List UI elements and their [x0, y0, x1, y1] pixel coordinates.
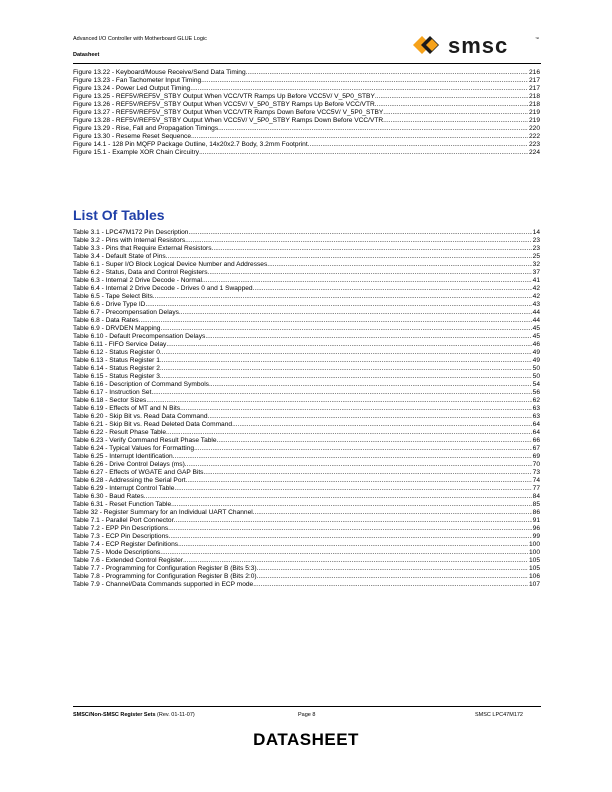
- table-entry[interactable]: [73, 301, 540, 309]
- table-entry[interactable]: [73, 293, 540, 301]
- entry-label: Figure 13.28 - REF5V/REF5V_STBY Output When VCC5V/ V_5P0_STBY Ramps Down Before VCC/VTR: [73, 117, 384, 124]
- entry-page: 218: [528, 93, 540, 100]
- entry-page: 45: [532, 333, 540, 340]
- entry-leader: [199, 149, 528, 157]
- entry-label: Table 6.31 - Reset Function Table: [73, 501, 172, 508]
- entry-leader: [169, 533, 532, 541]
- entry-page: 107: [528, 581, 540, 588]
- entry-label: Figure 15.1 - Example XOR Chain Circuitry: [73, 149, 200, 156]
- table-entry[interactable]: [73, 517, 540, 525]
- entry-leader: [267, 261, 531, 269]
- entry-page: 23: [532, 245, 540, 252]
- entry-leader: [232, 421, 532, 429]
- entry-leader: [174, 517, 532, 525]
- entry-page: 77: [532, 485, 540, 492]
- entry-leader: [183, 557, 528, 565]
- entry-leader: [201, 77, 528, 85]
- entry-page: 23: [532, 237, 540, 244]
- table-entry[interactable]: [73, 533, 540, 541]
- entry-leader: [208, 269, 532, 277]
- entry-label: Table 7.8 - Programming for Configuration Register B (Bits 2:0): [73, 573, 257, 580]
- entry-label: Table 7.4 - ECP Register Definitions: [73, 541, 179, 548]
- footer-rule: [73, 706, 541, 707]
- entry-page: 217: [528, 77, 540, 84]
- entry-label: Figure 13.24 - Power Led Output Timing: [73, 85, 191, 92]
- entry-page: 216: [528, 69, 540, 76]
- entry-label: Figure 13.26 - REF5V/REF5V_STBY Output When VCC5V/ V_5P0_STBY Ramps Up Before VCC/VTR: [73, 101, 375, 108]
- footer-left: [73, 712, 195, 718]
- entry-label: Figure 13.23 - Fan Tachometer Input Timing: [73, 77, 202, 84]
- entry-leader: [246, 69, 528, 77]
- entry-page: 100: [528, 541, 540, 548]
- entry-leader: [145, 301, 531, 309]
- entry-label: Figure 14.1 - 128 Pin MQFP Package Outline, 14x20x2.7 Body, 3.2mm Footprint: [73, 141, 308, 148]
- entry-page: 218: [528, 101, 540, 108]
- entry-label: Table 6.6 - Drive Type ID: [73, 301, 146, 308]
- table-entry[interactable]: [73, 365, 540, 373]
- entry-page: 100: [528, 549, 540, 556]
- table-entry[interactable]: [73, 429, 540, 437]
- entry-label: Figure 13.22 - Keyboard/Mouse Receive/Send Data Timing: [73, 69, 246, 76]
- entry-leader: [166, 341, 531, 349]
- entry-page: 223: [528, 141, 540, 148]
- entry-label: Figure 13.29 - Rise, Fall and Propagation Timings: [73, 125, 219, 132]
- entry-page: 85: [532, 501, 540, 508]
- header-subtitle: Datasheet: [73, 52, 100, 58]
- entry-page: 25: [532, 253, 540, 260]
- entry-label: Table 6.13 - Status Register 1: [73, 357, 160, 364]
- table-entry[interactable]: [73, 381, 540, 389]
- entry-label: Table 6.10 - Default Precompensation Delays: [73, 333, 206, 340]
- entry-label: Table 3.1 - LPC47M172 Pin Description: [73, 229, 189, 236]
- entry-label: Table 6.11 - FIFO Service Delay: [73, 341, 167, 348]
- table-entry[interactable]: [73, 573, 540, 581]
- table-entry[interactable]: [73, 469, 540, 477]
- entry-page: 105: [528, 557, 540, 564]
- entry-label: Table 7.3 - ECP Pin Descriptions: [73, 533, 169, 540]
- entry-leader: [308, 141, 528, 149]
- table-entry[interactable]: [73, 229, 540, 237]
- entry-page: 44: [532, 309, 540, 316]
- table-entry[interactable]: [73, 461, 540, 469]
- entry-label: Table 3.3 - Pins that Require External Resistors: [73, 245, 212, 252]
- entry-label: Table 6.16 - Description of Command Symbols: [73, 381, 209, 388]
- entry-label: Table 6.19 - Effects of MT and N Bits: [73, 405, 181, 412]
- entry-label: Table 6.8 - Data Rates: [73, 317, 139, 324]
- entry-leader: [383, 117, 528, 125]
- entry-page: 222: [528, 133, 540, 140]
- table-entry[interactable]: [73, 453, 540, 461]
- figure-entry[interactable]: [73, 101, 540, 109]
- table-entry[interactable]: [73, 333, 540, 341]
- header-rule: [73, 63, 541, 64]
- entry-label: Table 7.1 - Parallel Port Connector: [73, 517, 174, 524]
- table-entry[interactable]: [73, 557, 540, 565]
- table-entry[interactable]: [73, 525, 540, 533]
- section-title: List Of Tables: [73, 207, 165, 223]
- entry-leader: [178, 541, 528, 549]
- table-entry[interactable]: [73, 317, 540, 325]
- entry-page: 54: [532, 381, 540, 388]
- entry-page: 41: [532, 277, 540, 284]
- figure-entry[interactable]: [73, 141, 540, 149]
- entry-label: Table 6.29 - Interrupt Control Table: [73, 485, 175, 492]
- entry-leader: [186, 477, 532, 485]
- entry-label: Table 6.24 - Typical Values for Formatting: [73, 445, 195, 452]
- entry-page: 14: [532, 229, 540, 236]
- entry-leader: [139, 317, 532, 325]
- entry-leader: [171, 501, 532, 509]
- table-entry[interactable]: [73, 349, 540, 357]
- entry-page: 105: [528, 565, 540, 572]
- entry-label: Table 7.2 - EPP Pin Descriptions: [73, 525, 169, 532]
- entry-leader: [253, 581, 528, 589]
- entry-page: 64: [532, 421, 540, 428]
- entry-leader: [185, 237, 532, 245]
- figure-entry[interactable]: [73, 85, 540, 93]
- table-entry[interactable]: [73, 373, 540, 381]
- entry-page: 219: [528, 109, 540, 116]
- entry-leader: [185, 461, 532, 469]
- entry-page: 86: [532, 509, 540, 516]
- table-entry[interactable]: [73, 445, 540, 453]
- entry-leader: [257, 565, 528, 573]
- entry-page: 74: [532, 477, 540, 484]
- entry-page: 67: [532, 445, 540, 452]
- entry-label: Table 7.5 - Mode Descriptions: [73, 549, 161, 556]
- entry-leader: [151, 389, 531, 397]
- footer-left-bold: SMSC/Non-SMSC Register Sets: [73, 712, 156, 718]
- entry-leader: [160, 325, 531, 333]
- entry-leader: [209, 381, 532, 389]
- datasheet-banner: DATASHEET: [253, 730, 359, 749]
- entry-page: 63: [532, 405, 540, 412]
- entry-label: Table 6.5 - Tape Select Bits: [73, 293, 153, 300]
- entry-leader: [208, 413, 532, 421]
- entry-label: Table 6.4 - Internal 2 Drive Decode - Drives 0 and 1 Swapped: [73, 285, 253, 292]
- footer-left-rev: (Rev. 01-11-07): [157, 712, 195, 718]
- entry-leader: [166, 253, 532, 261]
- entry-label: Table 6.3 - Internal 2 Drive Decode - Normal: [73, 277, 202, 284]
- entry-leader: [253, 509, 532, 517]
- entry-label: Table 6.27 - Effects of WGATE and GAP Bits: [73, 469, 204, 476]
- table-entry[interactable]: [73, 309, 540, 317]
- entry-label: Table 6.7 - Precompensation Delays: [73, 309, 179, 316]
- entry-label: Table 6.15 - Status Register 3: [73, 373, 160, 380]
- table-entry[interactable]: [73, 269, 540, 277]
- entry-page: 43: [532, 301, 540, 308]
- entry-label: Table 6.26 - Drive Control Delays (ms): [73, 461, 185, 468]
- entry-leader: [160, 549, 528, 557]
- table-entry[interactable]: [73, 389, 540, 397]
- entry-label: Table 7.7 - Programming for Configuration Register B (Bits 5:3): [73, 565, 257, 572]
- figure-entry[interactable]: [73, 77, 540, 85]
- entry-label: Table 6.23 - Verify Command Result Phase Table: [73, 437, 217, 444]
- entry-leader: [202, 277, 532, 285]
- entry-page: 91: [532, 517, 540, 524]
- tables-list: [73, 229, 540, 589]
- figures-list: [73, 69, 540, 157]
- table-entry[interactable]: [73, 421, 540, 429]
- table-entry[interactable]: [73, 581, 540, 589]
- entry-leader: [173, 453, 532, 461]
- entry-leader: [144, 493, 532, 501]
- entry-leader: [153, 293, 532, 301]
- figure-entry[interactable]: [73, 69, 540, 77]
- logo-trademark: ™: [535, 36, 539, 41]
- header-title: Advanced I/O Controller with Motherboard GLUE Logic: [73, 36, 207, 42]
- entry-leader: [180, 405, 532, 413]
- entry-page: 32: [532, 261, 540, 268]
- table-entry[interactable]: [73, 237, 540, 245]
- entry-page: 84: [532, 493, 540, 500]
- entry-leader: [166, 429, 532, 437]
- entry-leader: [205, 333, 531, 341]
- table-entry[interactable]: [73, 509, 540, 517]
- entry-label: Table 6.14 - Status Register 2: [73, 365, 160, 372]
- entry-label: Table 6.20 - Skip Bit vs. Read Data Command: [73, 413, 208, 420]
- table-entry[interactable]: [73, 253, 540, 261]
- entry-page: 70: [532, 461, 540, 468]
- table-entry[interactable]: [73, 405, 540, 413]
- table-entry[interactable]: [73, 501, 540, 509]
- footer-product: SMSC LPC47M172: [475, 712, 523, 718]
- entry-page: 45: [532, 325, 540, 332]
- table-entry[interactable]: [73, 437, 540, 445]
- entry-page: 69: [532, 453, 540, 460]
- entry-leader: [160, 373, 532, 381]
- entry-page: 50: [532, 373, 540, 380]
- entry-page: 42: [532, 285, 540, 292]
- entry-page: 66: [532, 437, 540, 444]
- table-entry[interactable]: [73, 341, 540, 349]
- entry-label: Table 3.2 - Pins with Internal Resistors: [73, 237, 186, 244]
- footer-page: Page 8: [298, 712, 316, 718]
- entry-leader: [190, 85, 528, 93]
- table-entry[interactable]: [73, 245, 540, 253]
- table-entry[interactable]: [73, 565, 540, 573]
- entry-label: Table 7.6 - Extended Control Register: [73, 557, 183, 564]
- entry-leader: [168, 525, 531, 533]
- figure-entry[interactable]: [73, 125, 540, 133]
- entry-page: 62: [532, 397, 540, 404]
- entry-leader: [375, 101, 528, 109]
- entry-leader: [160, 357, 532, 365]
- table-entry[interactable]: [73, 413, 540, 421]
- entry-page: 49: [532, 349, 540, 356]
- entry-leader: [160, 365, 532, 373]
- table-entry[interactable]: [73, 397, 540, 405]
- entry-label: Table 6.1 - Super I/O Block Logical Device Number and Addresses: [73, 261, 268, 268]
- entry-label: Table 6.17 - Instruction Set: [73, 389, 152, 396]
- figure-entry[interactable]: [73, 109, 540, 117]
- figure-entry[interactable]: [73, 117, 540, 125]
- entry-label: Table 6.18 - Sector Sizes: [73, 397, 147, 404]
- entry-label: Table 32 - Register Summary for an Individual UART Channel: [73, 509, 253, 516]
- entry-label: Table 6.9 - DRVDEN Mapping: [73, 325, 161, 332]
- entry-label: Table 6.12 - Status Register 0: [73, 349, 160, 356]
- entry-page: 63: [532, 413, 540, 420]
- table-entry[interactable]: [73, 485, 540, 493]
- entry-leader: [212, 245, 532, 253]
- entry-page: 219: [528, 117, 540, 124]
- entry-label: Table 7.9 - Channel/Data Commands supported in ECP mode: [73, 581, 254, 588]
- entry-page: 37: [532, 269, 540, 276]
- entry-leader: [203, 469, 531, 477]
- figure-entry[interactable]: [73, 93, 540, 101]
- entry-leader: [188, 229, 531, 237]
- entry-page: 106: [528, 573, 540, 580]
- entry-leader: [194, 445, 532, 453]
- logo-text: smsc: [448, 33, 509, 58]
- entry-page: 46: [532, 341, 540, 348]
- table-entry[interactable]: [73, 549, 540, 557]
- entry-label: Figure 13.30 - Reseme Reset Sequence: [73, 133, 192, 140]
- entry-leader: [146, 397, 531, 405]
- table-entry[interactable]: [73, 261, 540, 269]
- entry-label: Table 6.28 - Addressing the Serial Port: [73, 477, 186, 484]
- entry-leader: [253, 285, 532, 293]
- entry-page: 42: [532, 293, 540, 300]
- entry-label: Table 6.30 - Baud Rates: [73, 493, 144, 500]
- entry-label: Table 3.4 - Default State of Pins: [73, 253, 166, 260]
- entry-label: Figure 13.27 - REF5V/REF5V_STBY Output When VCC/VTR Ramps Down Before VCC5V/ V_5P0_STBY: [73, 109, 384, 116]
- entry-page: 99: [532, 533, 540, 540]
- entry-page: 49: [532, 357, 540, 364]
- entry-label: Table 6.2 - Status, Data and Control Registers: [73, 269, 208, 276]
- entry-leader: [383, 109, 528, 117]
- entry-leader: [160, 349, 532, 357]
- entry-page: 44: [532, 317, 540, 324]
- table-entry[interactable]: [73, 357, 540, 365]
- figure-entry[interactable]: [73, 133, 540, 141]
- entry-label: Figure 13.25 - REF5V/REF5V_STBY Output When VCC/VTR Ramps Up Before VCC5V/ V_5P0_STBY: [73, 93, 375, 100]
- entry-page: 73: [532, 469, 540, 476]
- entry-page: 56: [532, 389, 540, 396]
- entry-leader: [191, 133, 528, 141]
- table-entry[interactable]: [73, 541, 540, 549]
- figure-entry[interactable]: [73, 149, 540, 157]
- entry-page: 64: [532, 429, 540, 436]
- entry-leader: [218, 125, 528, 133]
- entry-label: Table 6.25 - Interrupt Identification: [73, 453, 173, 460]
- entry-leader: [375, 93, 528, 101]
- entry-page: 50: [532, 365, 540, 372]
- entry-page: 217: [528, 85, 540, 92]
- table-entry[interactable]: [73, 477, 540, 485]
- entry-leader: [179, 309, 532, 317]
- entry-leader: [257, 573, 528, 581]
- table-entry[interactable]: [73, 277, 540, 285]
- entry-page: 220: [528, 125, 540, 132]
- entry-page: 96: [532, 525, 540, 532]
- entry-leader: [217, 437, 532, 445]
- entry-page: 224: [528, 149, 540, 156]
- table-entry[interactable]: [73, 325, 540, 333]
- entry-label: Table 6.22 - Result Phase Table: [73, 429, 166, 436]
- table-entry[interactable]: [73, 493, 540, 501]
- entry-label: Table 6.21 - Skip Bit vs. Read Deleted Data Command: [73, 421, 233, 428]
- entry-leader: [174, 485, 531, 493]
- table-entry[interactable]: [73, 285, 540, 293]
